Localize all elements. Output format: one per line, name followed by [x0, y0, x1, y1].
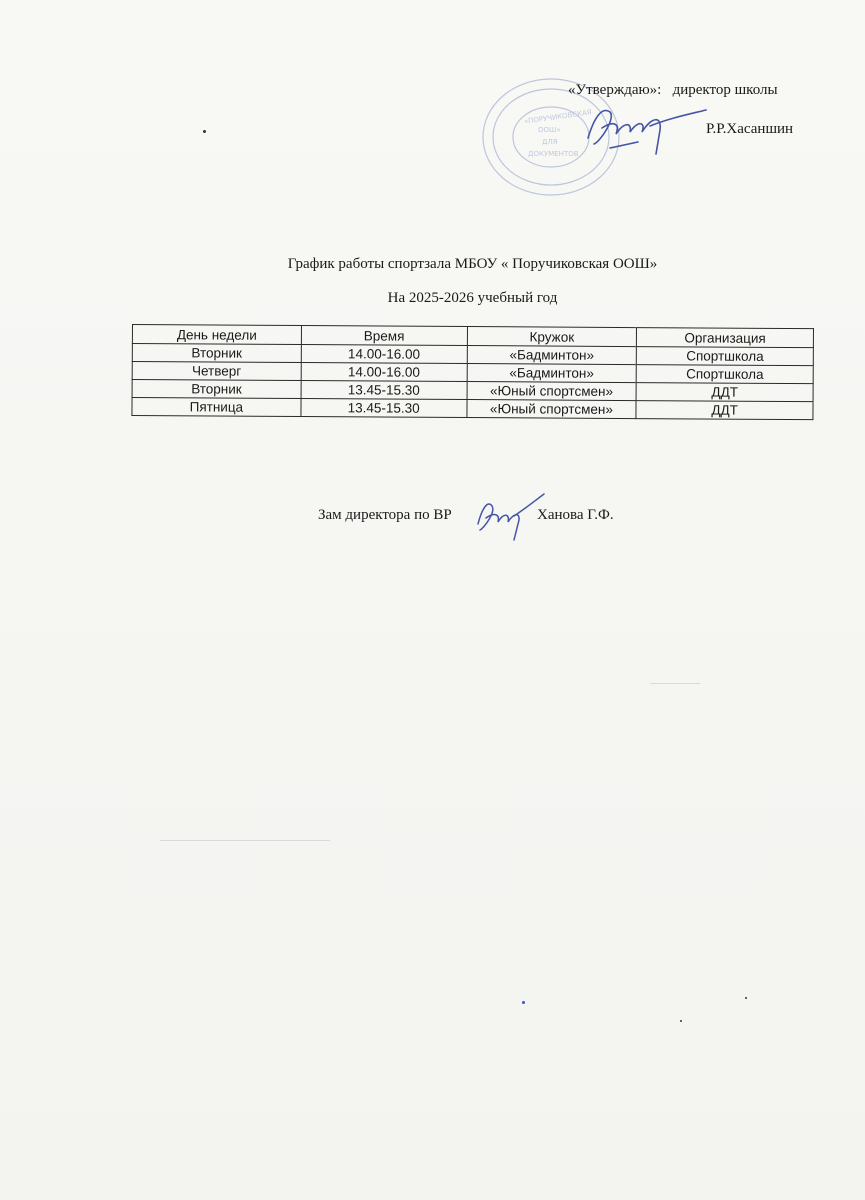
document-title: График работы спортзала МБОУ « Поручиковская ООШ» — [287, 256, 658, 272]
scan-speck — [522, 1001, 525, 1004]
cell-time: 13.45-15.30 — [301, 381, 467, 400]
svg-text:ООШ»: ООШ» — [538, 126, 561, 134]
header-time: Время — [301, 326, 467, 346]
cell-time: 14.00-16.00 — [301, 363, 467, 382]
scan-speck — [203, 130, 206, 133]
approval-heading: «Утверждаю»: директор школы — [568, 82, 778, 98]
cell-day: Вторник — [132, 380, 301, 399]
header-day: День недели — [132, 325, 301, 345]
director-name: Р.Р.Хасаншин — [706, 121, 794, 137]
cell-club: «Юный спортсмен» — [467, 382, 637, 401]
cell-club: «Бадминтон» — [467, 346, 637, 365]
svg-text:«ПОРУЧИКОВСКАЯ: «ПОРУЧИКОВСКАЯ — [523, 108, 593, 126]
scan-speck — [745, 997, 747, 999]
cell-organization: ДДТ — [636, 401, 813, 420]
header-organization: Организация — [637, 328, 814, 348]
scan-shadow — [650, 683, 700, 684]
director-signature — [580, 98, 710, 156]
cell-club: «Бадминтон» — [467, 364, 637, 383]
cell-day: Пятница — [132, 398, 301, 417]
cell-day: Четверг — [132, 362, 301, 381]
svg-text:ДОКУМЕНТОВ: ДОКУМЕНТОВ — [528, 150, 579, 158]
header-club: Кружок — [467, 327, 637, 347]
table-row — [132, 398, 813, 420]
cell-day: Вторник — [132, 344, 301, 363]
svg-text:ДЛЯ: ДЛЯ — [542, 138, 558, 146]
document-subtitle: На 2025-2026 учебный год — [387, 290, 558, 306]
cell-club: «Юный спортсмен» — [467, 400, 637, 419]
scan-speck — [680, 1020, 682, 1022]
scan-shadow — [160, 840, 330, 841]
deputy-position: Зам директора по ВР — [318, 507, 452, 523]
schedule-table — [131, 324, 814, 420]
cell-time: 14.00-16.00 — [301, 345, 467, 364]
cell-organization: Спортшкола — [637, 347, 814, 366]
cell-organization: Спортшкола — [636, 365, 813, 384]
cell-organization: ДДТ — [636, 383, 813, 402]
deputy-name: Ханова Г.Ф. — [537, 507, 614, 523]
cell-time: 13.45-15.30 — [301, 399, 467, 418]
